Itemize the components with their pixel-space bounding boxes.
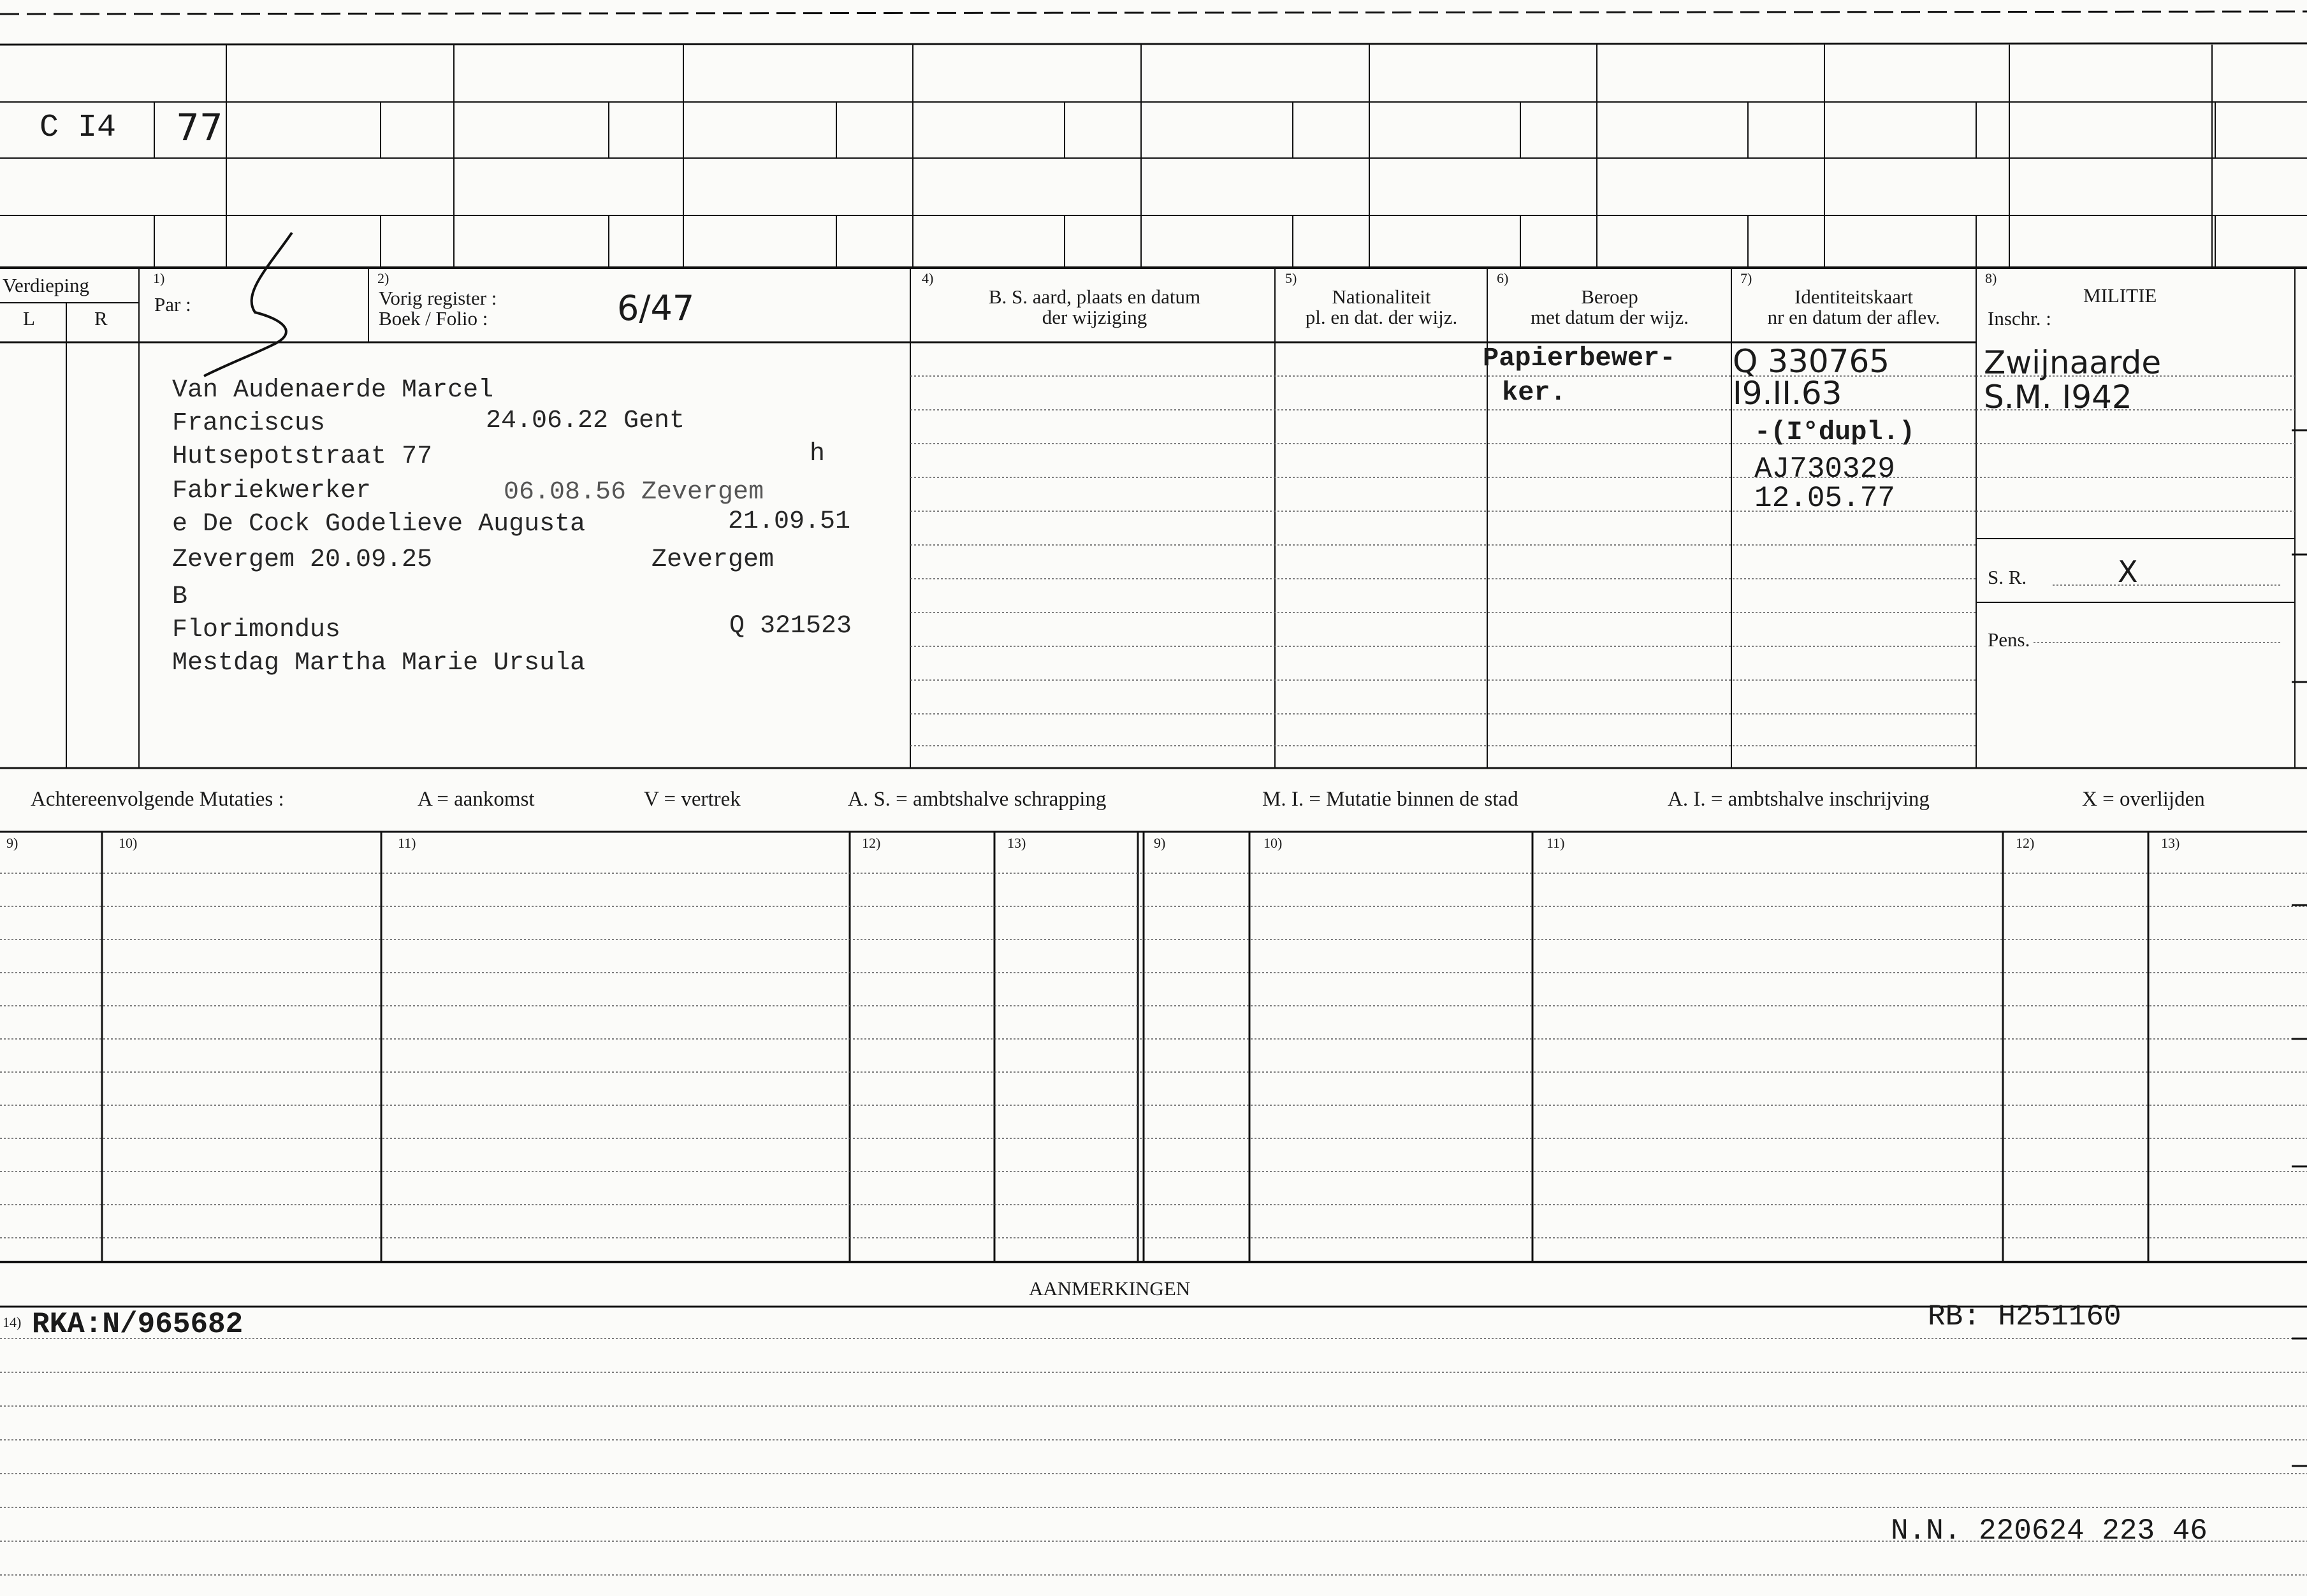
nn-number: N.N. 220624 223 46	[1891, 1514, 2208, 1548]
legend-ambtshalve-inschrijving: A. I. = ambtshalve inschrijving	[1668, 788, 1930, 811]
person-line-6: Zevergem 20.09.25	[172, 546, 433, 574]
col-9-left: 9)	[6, 835, 18, 851]
vorig-number: 2)	[377, 270, 389, 286]
beroep-line-2: ker.	[1502, 377, 1566, 408]
aanmerkingen-number: 14)	[3, 1314, 22, 1330]
id-label-2: nr en datum der aflev.	[1767, 306, 1940, 328]
id-label-1: Identiteitskaart	[1794, 286, 1913, 308]
legend-mutatie-binnen-stad: M. I. = Mutatie binnen de stad	[1262, 788, 1518, 811]
vorig-register-label: Vorig register :	[379, 287, 497, 309]
boek-folio-value: 6/47	[617, 288, 695, 328]
aanmerkingen-title: AANMERKINGEN	[1029, 1277, 1191, 1300]
col-11-right: 11)	[1546, 835, 1565, 851]
par-label: Par :	[154, 293, 191, 316]
id-number: 7)	[1740, 270, 1752, 286]
card-number: 77	[176, 106, 223, 149]
id-card-number-2: AJ730329	[1754, 453, 1895, 486]
person-line-1: Van Audenaerde Marcel	[172, 376, 494, 405]
sr-value: X	[2118, 555, 2138, 589]
person-line-5: e De Cock Godelieve Augusta	[172, 510, 586, 539]
militie-place: Zwijnaarde	[1984, 344, 2162, 381]
pens-label: Pens.	[1988, 628, 2030, 651]
person-line-4: Fabriekwerker	[172, 477, 372, 505]
col-9-right: 9)	[1154, 835, 1166, 851]
par-number: 1)	[153, 270, 165, 286]
nat-label-1: Nationaliteit	[1332, 286, 1431, 308]
person-line-7: B	[172, 583, 188, 611]
col-13-left: 13)	[1007, 835, 1026, 851]
legend-overlijden: X = overlijden	[2082, 788, 2205, 811]
col-12-left: 12)	[862, 835, 881, 851]
col-12-right: 12)	[2016, 835, 2035, 851]
ber-number: 6)	[1497, 270, 1509, 286]
marriage-date: 21.09.51	[728, 507, 851, 536]
mil-number: 8)	[1985, 270, 1997, 286]
ber-label-2: met datum der wijz.	[1531, 306, 1689, 328]
person-line-9: Mestdag Martha Marie Ursula	[172, 649, 586, 678]
h-mark: h	[810, 440, 826, 468]
verdieping-label: Verdieping	[3, 274, 90, 296]
rka-number: RKA:N/965682	[32, 1308, 244, 1341]
militie-year: S.M. I942	[1984, 379, 2132, 416]
legend-vertrek: V = vertrek	[644, 788, 741, 811]
id-card-date-2: 12.05.77	[1754, 482, 1895, 515]
mutaties-title: Achtereenvolgende Mutaties :	[31, 788, 284, 811]
bs-label-1: B. S. aard, plaats en datum	[988, 286, 1201, 308]
verdieping-l: L	[23, 307, 35, 330]
person-line-3: Hutsepotstraat 77	[172, 442, 433, 471]
sr-label: S. R.	[1988, 566, 2027, 588]
q-number: Q 321523	[729, 612, 852, 641]
boek-folio-label: Boek / Folio :	[379, 307, 488, 330]
col-10-right: 10)	[1263, 835, 1283, 851]
legend-aankomst: A = aankomst	[418, 788, 535, 811]
col-11-left: 11)	[398, 835, 416, 851]
legend-ambtshalve-schrapping: A. S. = ambtshalve schrapping	[848, 788, 1107, 811]
beroep-line-1: Papierbewer-	[1483, 343, 1676, 374]
id-card-number: Q 330765	[1733, 343, 1890, 380]
person-line-2: Franciscus	[172, 409, 326, 438]
bs-label-2: der wijziging	[1042, 306, 1147, 328]
militie-label: MILITIE	[2083, 284, 2157, 307]
spouse-place: Zevergem	[651, 546, 775, 574]
id-duplicate-note: -(I°dupl.)	[1754, 417, 1916, 447]
work-date: 06.08.56 Zevergem	[504, 478, 764, 507]
nat-label-2: pl. en dat. der wijz.	[1305, 306, 1458, 328]
card-code: C I4	[40, 110, 117, 146]
verdieping-r: R	[94, 307, 108, 330]
inschr-label: Inschr. :	[1988, 307, 2051, 330]
birth-date-place: 24.06.22 Gent	[486, 407, 685, 435]
col-10-left: 10)	[119, 835, 138, 851]
ber-label-1: Beroep	[1581, 286, 1638, 308]
bs-number: 4)	[922, 270, 934, 286]
col-13-right: 13)	[2161, 835, 2180, 851]
id-card-date: I9.II.63	[1733, 375, 1842, 412]
person-line-8: Florimondus	[172, 616, 341, 644]
rb-number: RB: H251160	[1928, 1300, 2121, 1333]
nat-number: 5)	[1285, 270, 1297, 286]
